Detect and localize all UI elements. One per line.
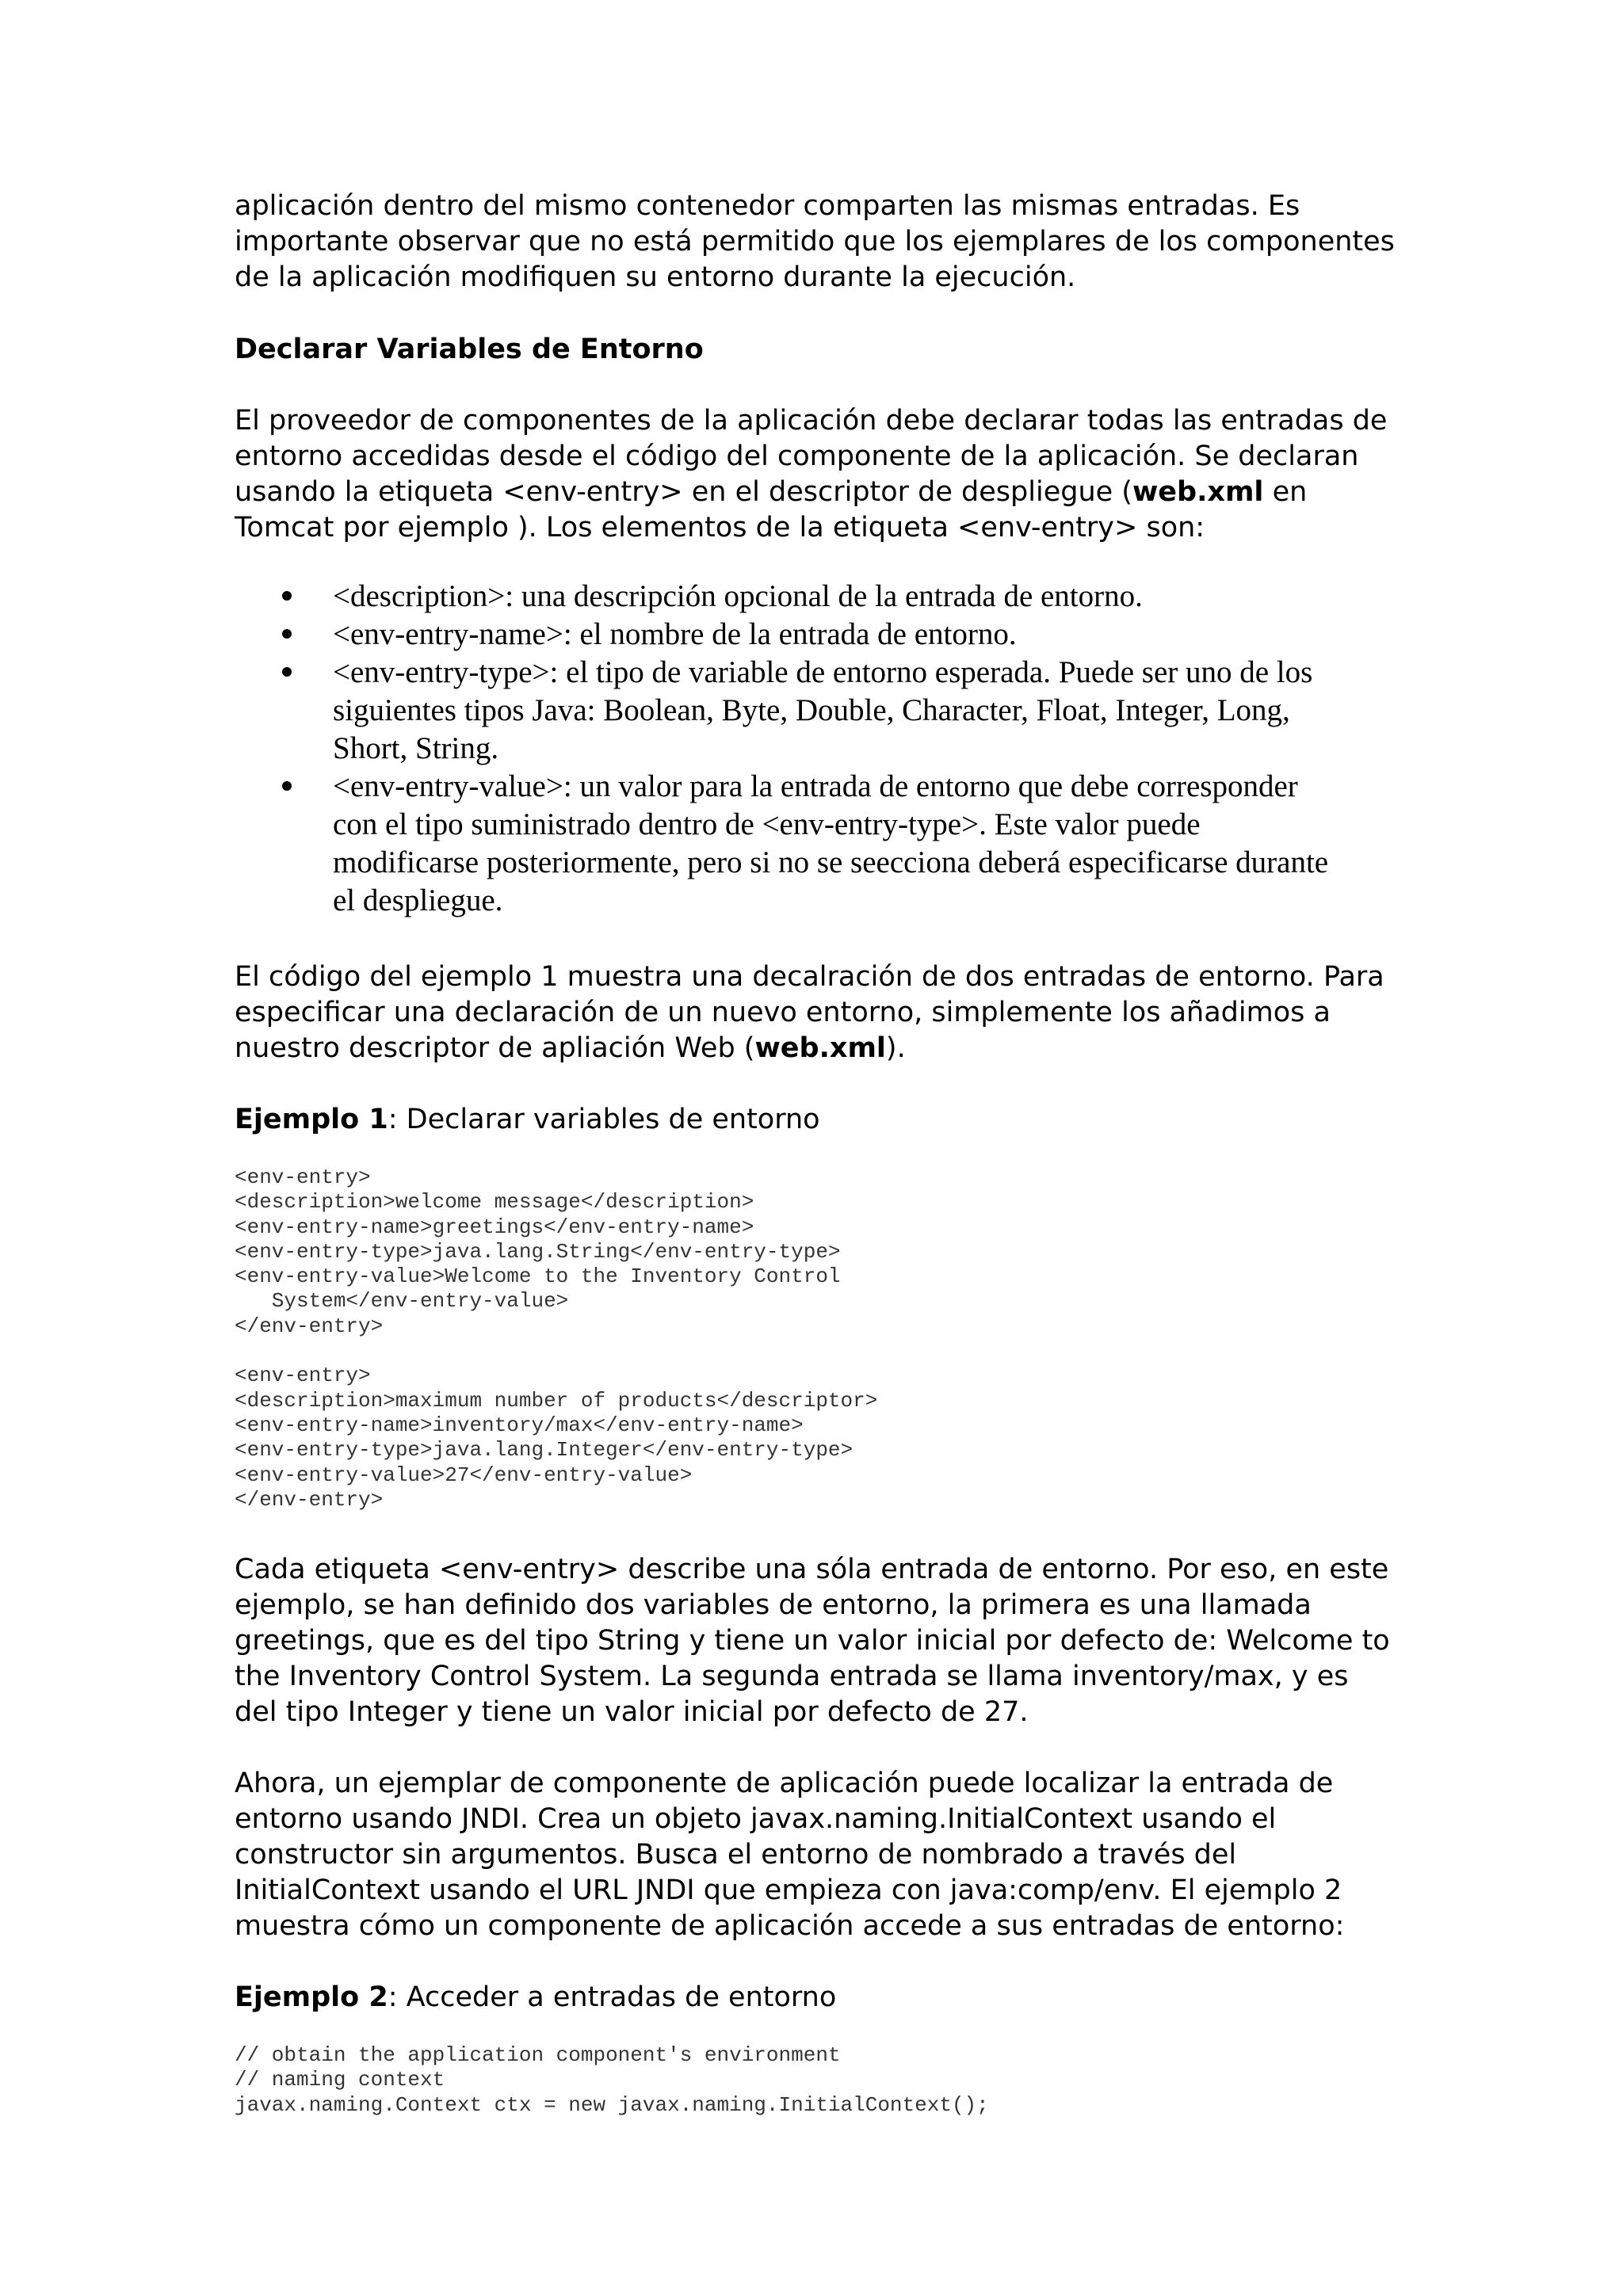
example-1-caption: Ejemplo 1: Declarar variables de entorno — [235, 1104, 820, 1135]
example-2-code: // obtain the application component's environment // naming context javax.naming.Context ctx = new javax.naming.InitialContext(); — [235, 2043, 989, 2117]
paragraph-declare — [235, 403, 1400, 546]
paragraph-line: Ahora, un ejemplar de componente de aplicación puede localizar la entrada de — [235, 1768, 1334, 1800]
example-1-label: Ejemplo 1 — [235, 1104, 388, 1135]
paragraph-line: the Inventory Control System. La segunda entrada se llama inventory/max, y es — [235, 1661, 1349, 1693]
paragraph-line: InitialContext usando el URL JNDI que empieza con java:comp/env. El ejemplo 2 — [235, 1875, 1342, 1907]
paragraph-line: entorno usando JNDI. Crea un objeto javax.naming.InitialContext usando el — [235, 1803, 1277, 1836]
paragraph-line: entorno accedidas desde el código del componente de la aplicación. Se declaran — [235, 441, 1359, 472]
paragraph-line: ejemplo, se han definido dos variables de entorno, la primera es una llamada — [235, 1589, 1312, 1622]
bullet-icon — [282, 629, 292, 639]
document-page — [235, 189, 1400, 2118]
paragraph-line: Cada etiqueta <env-entry> describe una sóla entrada de entorno. Por eso, en este — [235, 1554, 1389, 1586]
filename-bold: web.xml — [754, 1032, 886, 1064]
paragraph-line: El código del ejemplo 1 muestra una decalración de dos entradas de entorno. Para — [235, 961, 1384, 993]
paragraph-line: usando la etiqueta <env-entry> en el descriptor de despliegue (web.xml en — [235, 476, 1308, 508]
paragraph-line: especificar una declaración de un nuevo entorno, simplemente los añadimos a — [235, 997, 1331, 1028]
paragraph-line: Tomcat por ejemplo ). Los elementos de la etiqueta <env-entry> son: — [235, 512, 1205, 543]
example-2-label: Ejemplo 2 — [235, 1981, 388, 2014]
paragraph-explanation — [235, 1552, 1400, 1730]
paragraph-line: El proveedor de componentes de la aplicación debe declarar todas las entradas de — [235, 405, 1388, 437]
env-entry-elements-list — [235, 578, 1400, 920]
list-item: <env-entry-type>: el tipo de variable de entorno esperada. Puede ser uno de los siguientes tipos Java: Boolean, Byte, Double, Character, Float, Integer, Long, Short, String. — [235, 654, 1400, 768]
list-item: <description>: una descripción opcional de la entrada de entorno. — [235, 578, 1400, 616]
paragraph-line: del tipo Integer y tiene un valor inicial por defecto de 27. — [235, 1696, 1029, 1729]
paragraph-line: constructor sin argumentos. Busca el entorno de nombrado a través del — [235, 1839, 1237, 1871]
bullet-icon — [282, 591, 292, 601]
paragraph-example-intro — [235, 959, 1400, 1066]
paragraph-line: nuestro descriptor de apliación Web (web.xml). — [235, 1032, 906, 1064]
intro-line: importante observar que no está permitido que los ejemplares de los componentes — [235, 226, 1395, 257]
bullet-icon — [282, 781, 292, 791]
list-item: <env-entry-value>: un valor para la entrada de entorno que debe corresponder con el tipo suministrado dentro de <env-entry-type>. Este valor puede modificarse posteriormente, pero si no se seecciona deberá especificarse durante el despliegue. — [235, 768, 1400, 920]
paragraph-jndi — [235, 1766, 1400, 1944]
intro-line: aplicación dentro del mismo contenedor comparten las mismas entradas. Es — [235, 190, 1300, 222]
paragraph-line: muestra cómo un componente de aplicación accede a sus entradas de entorno: — [235, 1910, 1345, 1943]
example-2-caption: Ejemplo 2: Acceder a entradas de entorno — [235, 1981, 837, 2014]
example-1-code: <env-entry> <description>welcome message</description> <env-entry-name>greetings</env-entry-name> <env-entry-type>java.lang.String</env-entry-type> <env-entry-value>Welcome to the Inventory Control System</env-entry-value> </env-entry> <env-entry> <description>maximum number of products</descriptor> <env-entry-name>inventory/max</env-entry-name> <env-entry-type>java.lang.Integer</env-entry-type> <env-entry-value>27</env-entry-value> </env-entry> — [235, 1165, 878, 1512]
bullet-icon — [282, 667, 292, 677]
paragraph-line: greetings, que es del tipo String y tiene un valor inicial por defecto de: Welcome to — [235, 1625, 1390, 1657]
list-item: <env-entry-name>: el nombre de la entrada de entorno. — [235, 616, 1400, 654]
filename-bold: web.xml — [1132, 476, 1264, 508]
section-heading: Declarar Variables de Entorno — [235, 334, 704, 365]
intro-line: de la aplicación modifiquen su entorno durante la ejecución. — [235, 261, 1076, 293]
intro-paragraph — [235, 189, 1400, 296]
